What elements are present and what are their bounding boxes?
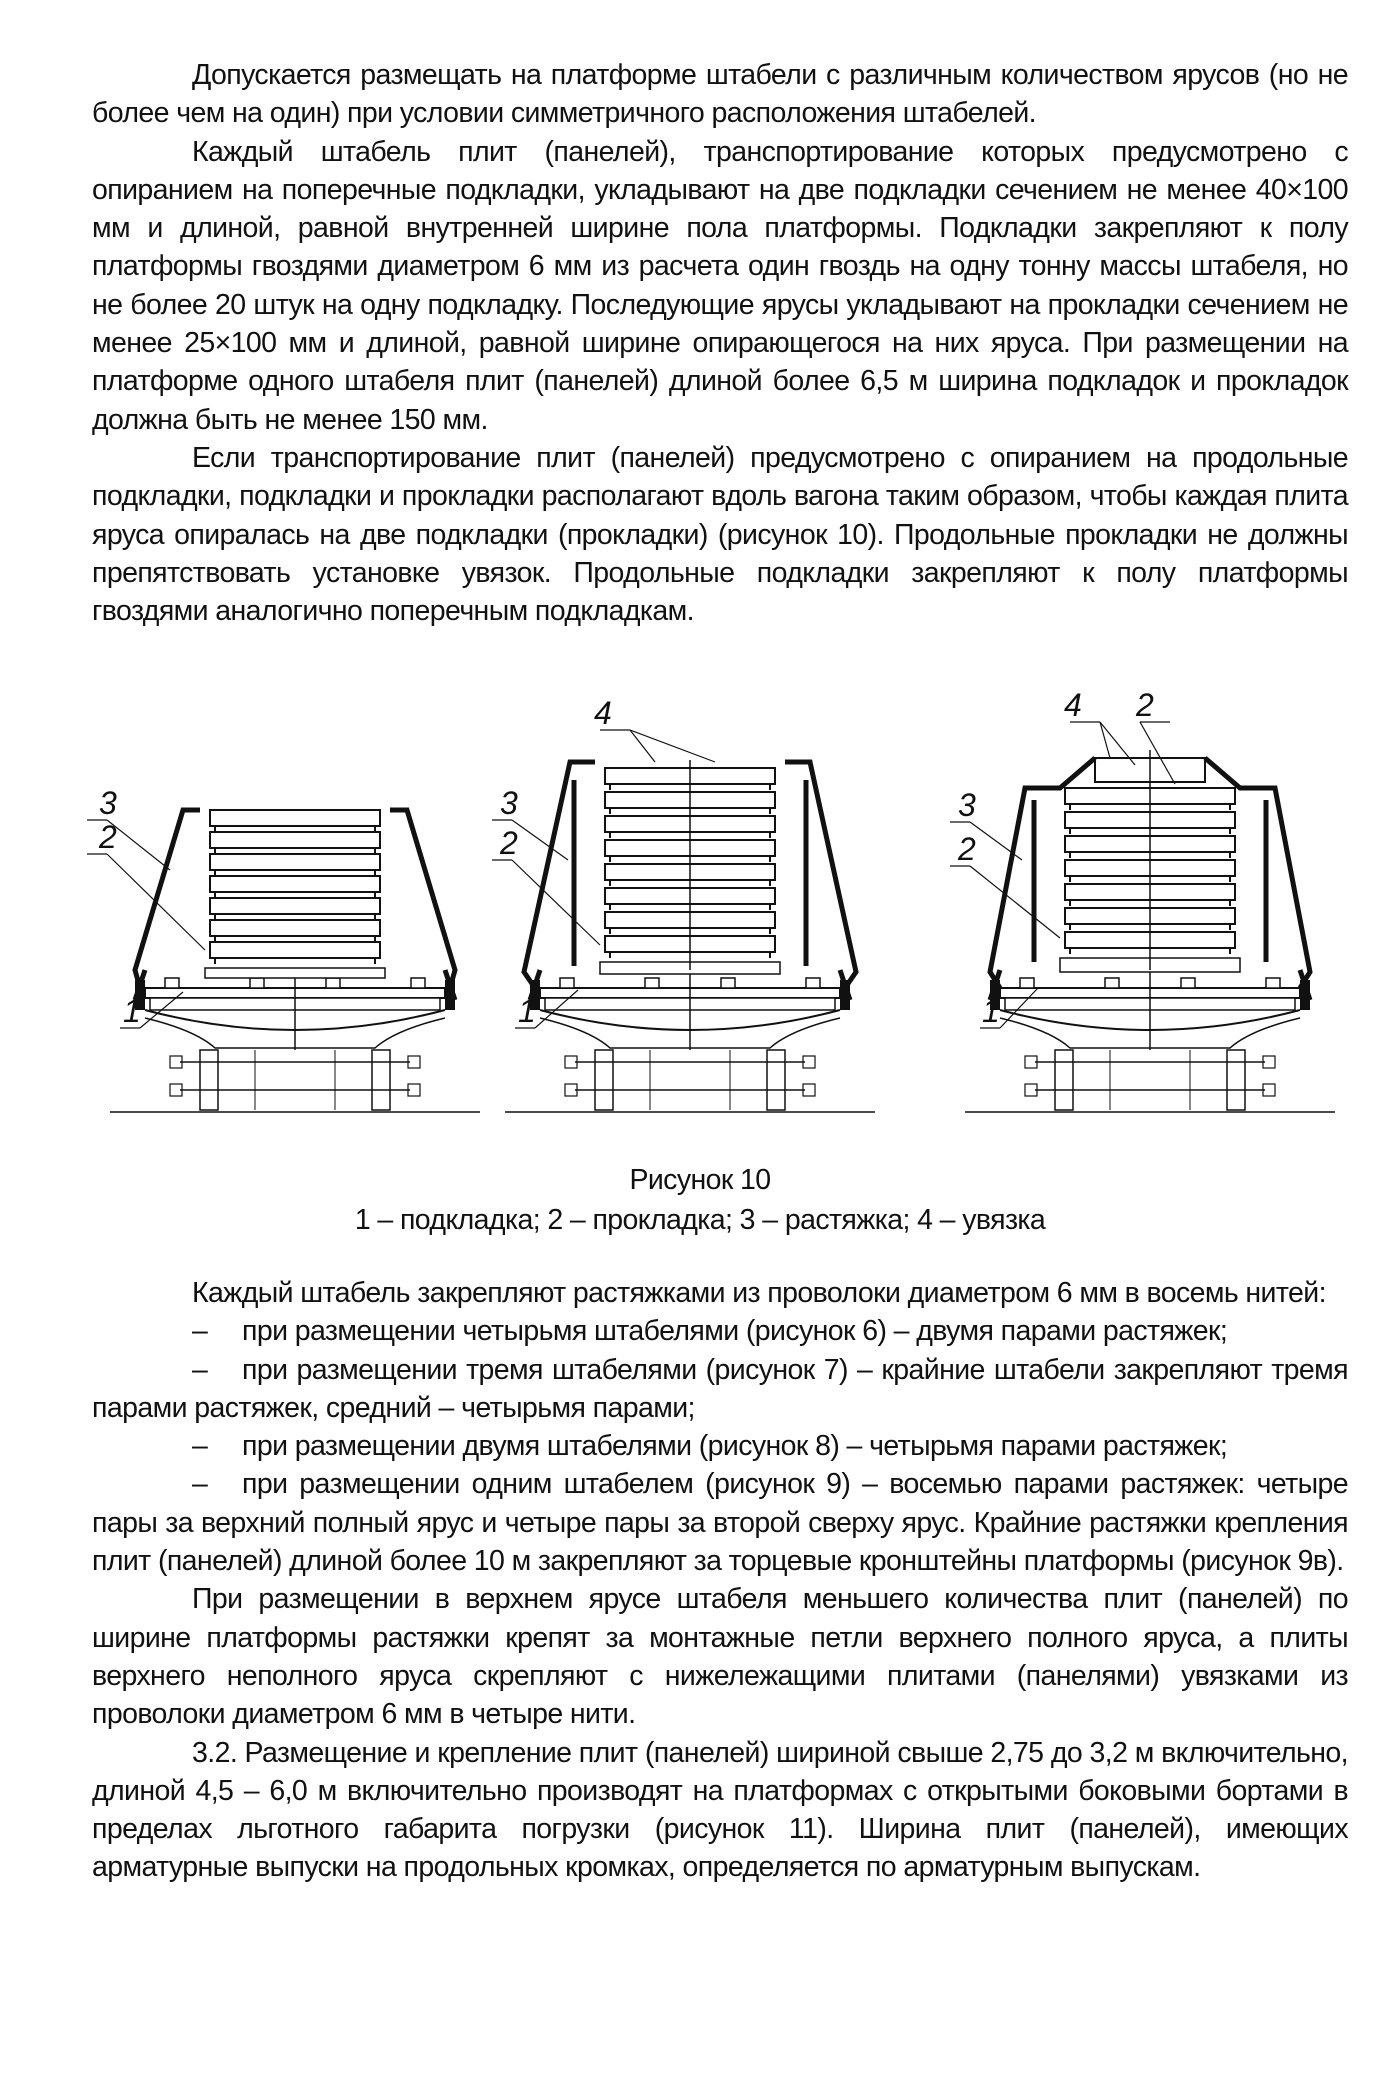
dash-marker: – xyxy=(192,1353,208,1386)
figure-label-2: 2 xyxy=(500,825,518,861)
figure-label-4: 4 xyxy=(594,695,612,731)
text-block-top xyxy=(92,56,1348,630)
list-item-text: при размещении четырьмя штабелями (рисунок 6) – двумя парами растяжек; xyxy=(242,1315,1228,1348)
figure-label-1: 1 xyxy=(518,993,536,1029)
figure-label-1: 1 xyxy=(123,993,141,1029)
figure-label-2: 2 xyxy=(1136,687,1154,723)
figure-label-4: 4 xyxy=(1064,687,1082,723)
paragraph: 3.2. Размещение и крепление плит (панелей) шириной свыше 2,75 до 3,2 м включительно, длиной 4,5 – 6,0 м включительно производят на платформах с открытыми боковыми бортами в пределах льготного габарита погрузки (рисунок 11). Ширина плит (панелей), имеющих арматурные выпуски на продольных кромках, определяется по арматурным выпускам. xyxy=(92,1736,1348,1884)
list-item xyxy=(92,1351,1348,1428)
dash-marker: – xyxy=(192,1468,208,1501)
figure-label-1: 1 xyxy=(982,993,1000,1029)
figure-caption-title: Рисунок 10 xyxy=(629,1164,771,1196)
dash-marker: – xyxy=(192,1315,208,1348)
figure-label-3: 3 xyxy=(99,785,117,821)
drawing-c xyxy=(950,687,1335,1112)
list-item xyxy=(92,1427,1348,1465)
figure-label-2: 2 xyxy=(99,819,117,855)
figure-label-2: 2 xyxy=(958,831,976,867)
dash-marker: – xyxy=(192,1430,208,1463)
text-block-bottom xyxy=(92,1274,1348,1887)
list-item xyxy=(92,1312,1348,1350)
figure-10-drawing xyxy=(0,670,1400,1130)
paragraph: Если транспортирование плит (панелей) предусмотрено с опиранием на продольные подкладки, подкладки и прокладки располагают вдоль вагона таким образом, чтобы каждая плита яруса опиралась на две подкладки (прокладки) (рисунок 10). Продольные прокладки не должны препятствовать установке увязок. Продольные подкладки закрепляют к полу платформы гвоздями аналогично поперечным подкладкам. xyxy=(92,441,1348,628)
list-intro: Каждый штабель закрепляют растяжками из проволоки диаметром 6 мм в восемь нитей: xyxy=(192,1277,1326,1309)
list-item-text: при размещении двумя штабелями (рисунок 8) – четырьмя парами растяжек; xyxy=(242,1430,1228,1463)
figure-label-3: 3 xyxy=(500,785,518,821)
figure-label-3: 3 xyxy=(958,787,976,823)
paragraph: Каждый штабель плит (панелей), транспортирование которых предусмотрено с опиранием на поперечные подкладки, укладывают на две подкладки сечением не менее 40×100 мм и длиной, равной внутренней ширине пола платформы. Подкладки закрепляют к полу платформы гвоздями диаметром 6 мм из расчета один гвоздь на одну тонну массы штабеля, но не более 20 штук на одну подкладку. Последующие ярусы укладывают на прокладки сечением не менее 25×100 мм и длиной, равной ширине опирающегося на них яруса. При размещении на платформе одного штабеля плит (панелей) длиной более 6,5 м ширина подкладок и прокладок должна быть не менее 150 мм. xyxy=(92,135,1348,436)
list-item-text: при размещении одним штабелем (рисунок 9) – восемью парами растяжек: четыре пары за верхний полный ярус и четыре пары за второй сверху ярус. Крайние растяжки крепления плит (панелей) длиной более 10 м закрепляют за торцевые кронштейны платформы (рисунок 9в). xyxy=(92,1468,1348,1578)
figure-caption-legend: 1 – подкладка; 2 – прокладка; 3 – растяжка; 4 – увязка xyxy=(354,1204,1046,1236)
drawing-a xyxy=(87,785,480,1112)
list-item xyxy=(92,1465,1348,1580)
list-item-text: при размещении тремя штабелями (рисунок 7) – крайние штабели закрепляют тремя парами растяжек, средний – четырьмя парами; xyxy=(92,1353,1348,1424)
paragraph: При размещении в верхнем ярусе штабеля меньшего количества плит (панелей) по ширине платформы растяжки крепят за монтажные петли верхнего полного яруса, а плиты верхнего неполного яруса скрепляют с нижележащими плитами (панелями) увязками из проволоки диаметром 6 мм в четыре нити. xyxy=(92,1583,1348,1731)
paragraph: Допускается размещать на платформе штабели с различным количеством ярусов (но не более чем на один) при условии симметричного расположения штабелей. xyxy=(92,59,1348,130)
drawing-b xyxy=(492,695,875,1112)
